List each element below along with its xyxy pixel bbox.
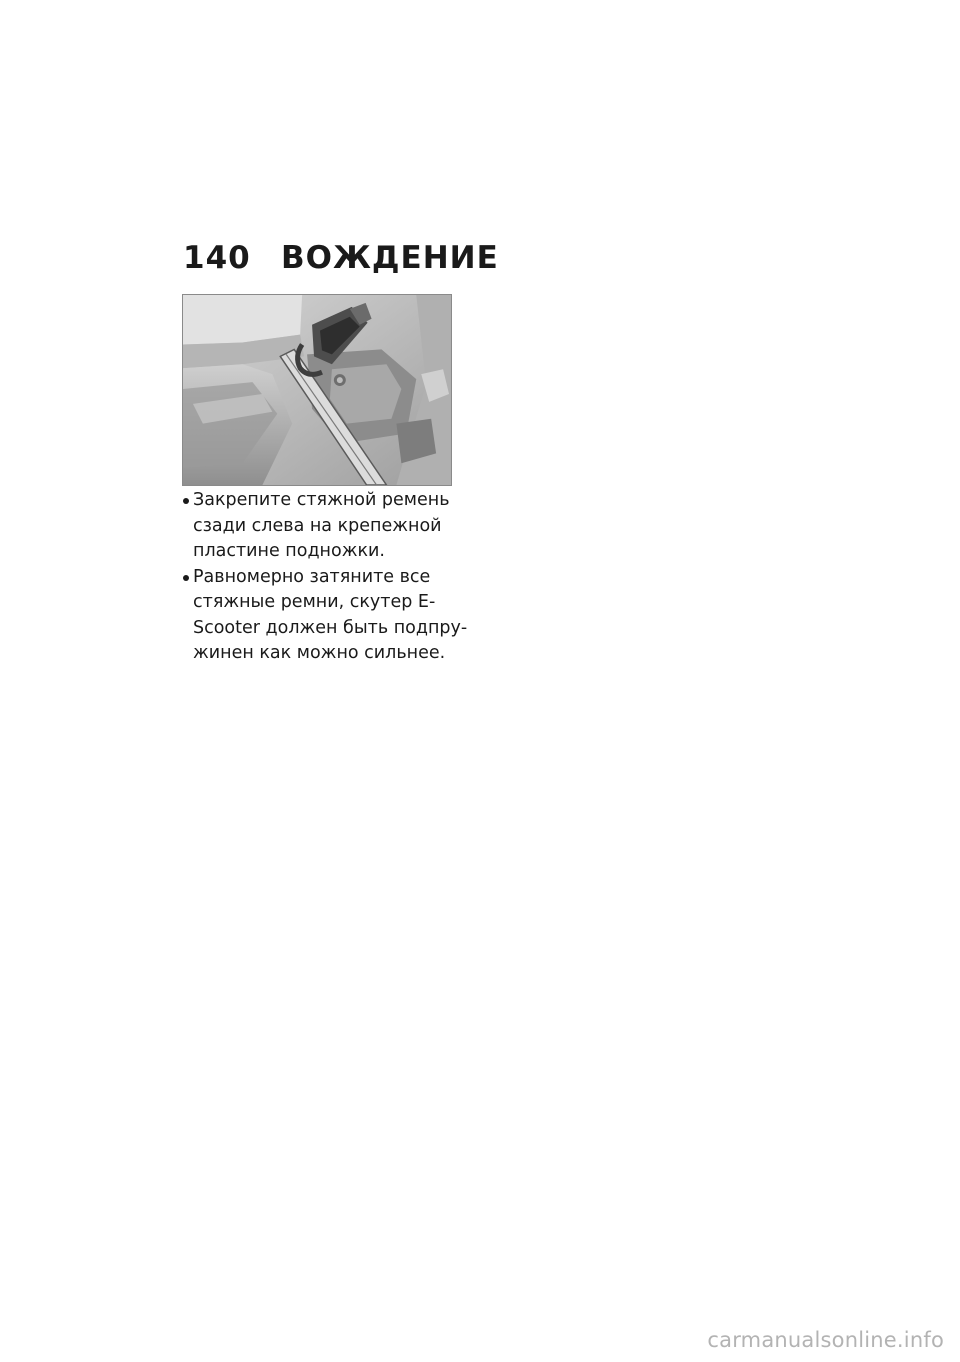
instruction-line: Равномерно затяните все [193,566,431,587]
bullet-icon [183,575,189,581]
instruction-line: жинен как можно сильнее. [193,643,446,663]
instruction-line: стяжные ремни, скутер E- [193,592,436,612]
strap-attachment-illustration [183,295,451,485]
instruction-line: пластине подножки. [193,541,385,561]
instruction-line: Scooter должен быть подпру- [193,617,468,638]
instruction-line: сзади слева на крепежной [193,515,442,536]
instruction-item [183,488,450,565]
instruction-line: Закрепите стяжной ремень [193,490,450,510]
page-number: 140 [183,240,251,276]
bullet-icon [183,498,189,504]
watermark: carmanualsonline.info [707,1328,944,1352]
instruction-list [183,488,468,667]
section-title: ВОЖДЕНИЕ [281,240,499,276]
instruction-item [183,565,468,667]
strap-attachment-photo [182,294,452,486]
